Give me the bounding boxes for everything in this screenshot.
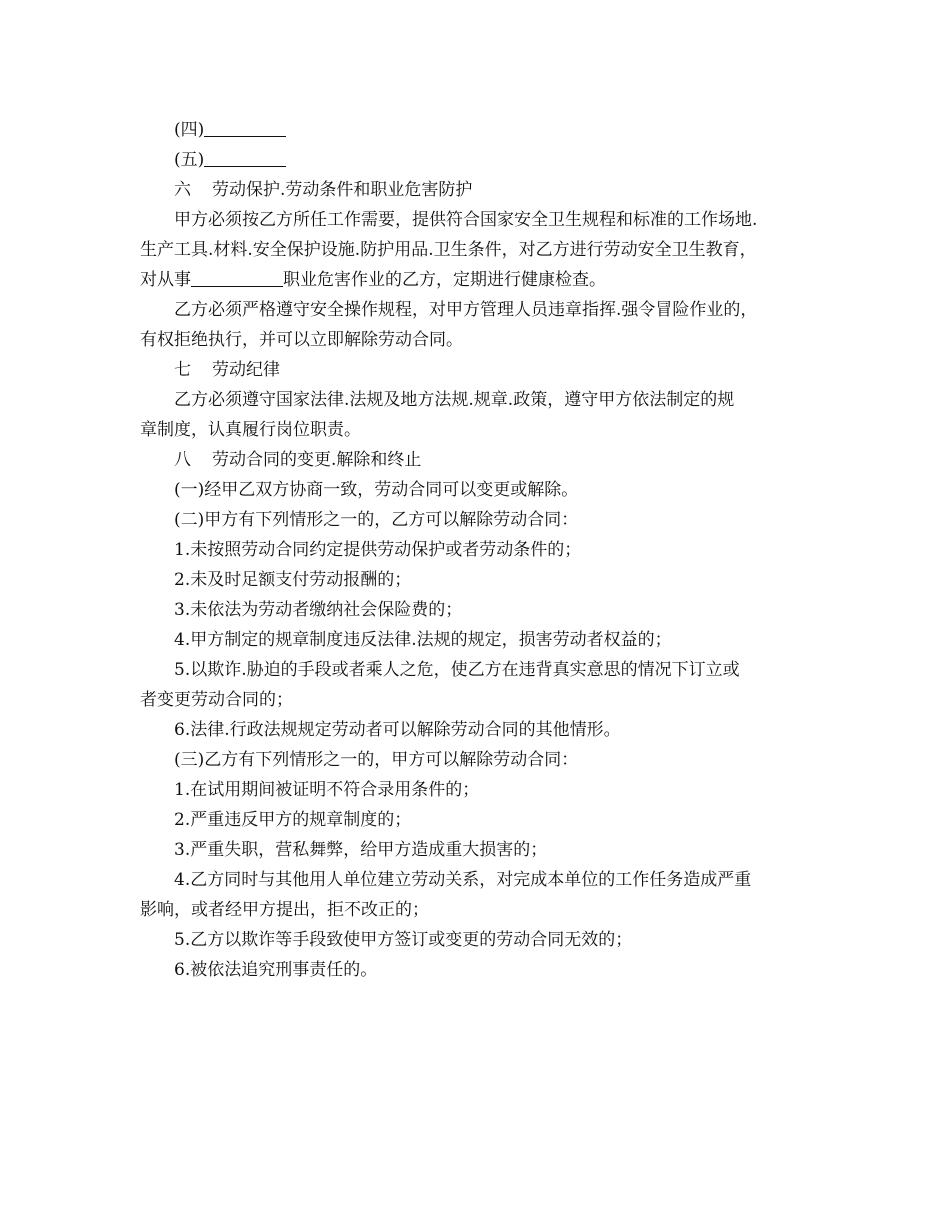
clause-line: (一)经甲乙双方协商一致，劳动合同可以变更或解除。 [174, 480, 579, 500]
paragraph-line: 有权拒绝执行，并可以立即解除劳动合同。 [140, 330, 463, 350]
fill-in-blank [191, 269, 283, 287]
fill-in-blank [204, 119, 286, 137]
list-item: 1.未按照劳动合同约定提供劳动保护或者劳动条件的； [174, 540, 582, 560]
paragraph-line: 乙方必须严格遵守安全操作规程，对甲方管理人员违章指挥.强令冒险作业的， [174, 300, 758, 320]
document-body [140, 115, 820, 985]
fill-in-blank [204, 149, 286, 167]
list-item: 6.被依法追究刑事责任的。 [174, 960, 378, 980]
list-item: 4.乙方同时与其他用人单位建立劳动关系，对完成本单位的工作任务造成严重 [174, 870, 752, 890]
paragraph-line: 章制度，认真履行岗位职责。 [140, 420, 361, 440]
section-8-heading [140, 445, 820, 475]
text-segment: 对从事 [140, 270, 191, 290]
item-four-label: (四) [174, 120, 205, 140]
paragraph-line: 生产工具.材料.安全保护设施.防护用品.卫生条件，对乙方进行劳动安全卫生教育， [140, 240, 757, 260]
list-item: 3.未依法为劳动者缴纳社会保险费的； [174, 600, 463, 620]
list-item: 2.未及时足额支付劳动报酬的； [174, 570, 412, 590]
section-number: 六 [174, 180, 191, 200]
paragraph-line [140, 265, 820, 295]
item-four [140, 115, 820, 145]
list-item: 3.严重失职，营私舞弊，给甲方造成重大损害的； [174, 840, 548, 860]
paragraph-line: 乙方必须遵守国家法律.法规及地方法规.规章.政策，遵守甲方依法制定的规 [174, 390, 735, 410]
text-segment: 职业危害作业的乙方，定期进行健康检查。 [283, 270, 606, 290]
item-five-label: (五) [174, 150, 205, 170]
section-number: 八 [174, 450, 191, 470]
list-item: 1.在试用期间被证明不符合录用条件的； [174, 780, 480, 800]
section-title: 劳动合同的变更.解除和终止 [212, 450, 422, 470]
clause-line: (二)甲方有下列情形之一的，乙方可以解除劳动合同： [174, 510, 579, 530]
section-6-heading [140, 175, 820, 205]
section-title: 劳动保护.劳动条件和职业危害防护 [212, 180, 473, 200]
list-item-continuation: 影响，或者经甲方提出，拒不改正的； [140, 900, 429, 920]
section-title: 劳动纪律 [212, 360, 280, 380]
item-five [140, 145, 820, 175]
list-item: 6.法律.行政法规规定劳动者可以解除劳动合同的其他情形。 [174, 720, 621, 740]
list-item: 5.乙方以欺诈等手段致使甲方签订或变更的劳动合同无效的； [174, 930, 633, 950]
list-item: 2.严重违反甲方的规章制度的； [174, 810, 412, 830]
section-7-heading [140, 355, 820, 385]
section-number: 七 [174, 360, 191, 380]
clause-line: (三)乙方有下列情形之一的，甲方可以解除劳动合同： [174, 750, 579, 770]
list-item-continuation: 者变更劳动合同的； [140, 690, 293, 710]
paragraph-line: 甲方必须按乙方所任工作需要，提供符合国家安全卫生规程和标准的工作场地. [174, 210, 758, 230]
list-item: 5.以欺诈.胁迫的手段或者乘人之危，使乙方在违背真实意思的情况下订立或 [174, 660, 740, 680]
list-item: 4.甲方制定的规章制度违反法律.法规的规定，损害劳动者权益的； [174, 630, 672, 650]
